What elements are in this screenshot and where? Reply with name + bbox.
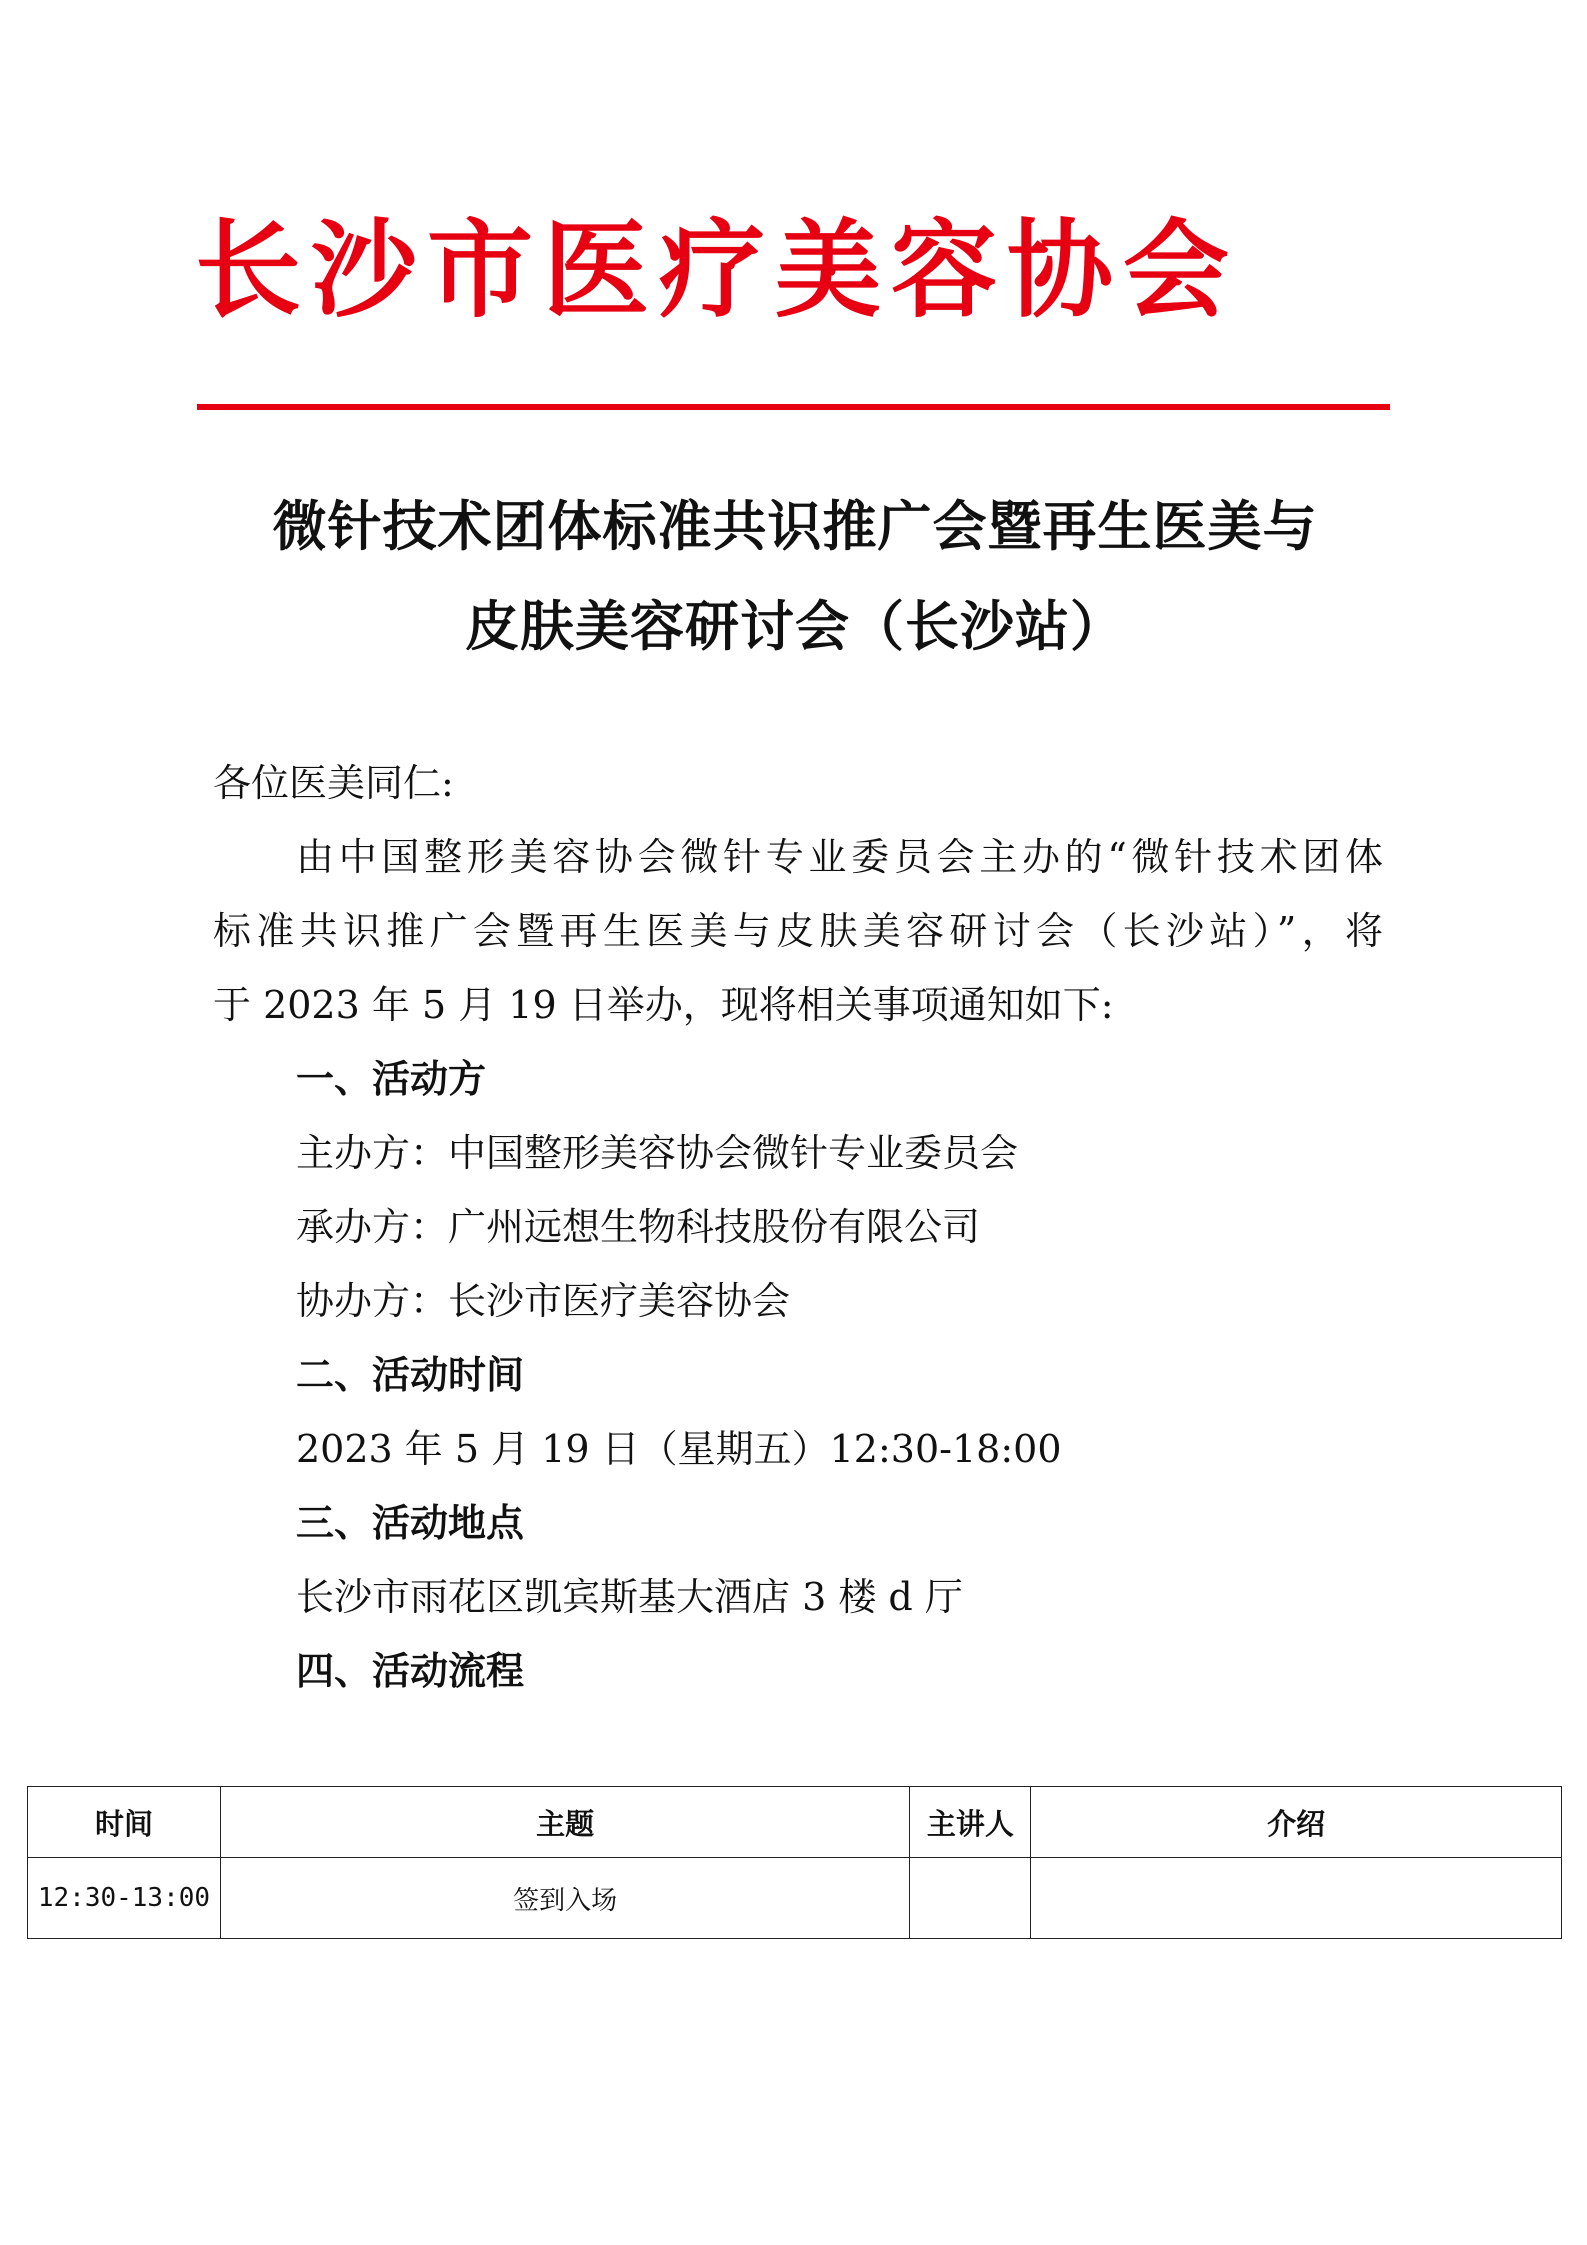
event-venue: 长沙市雨花区凯宾斯基大酒店 3 楼 d 厅	[296, 1575, 963, 1619]
table-header-row	[28, 1787, 1562, 1858]
event-time: 2023 年 5 月 19 日（星期五）12:30-18:00	[296, 1427, 1062, 1471]
column-header-speaker: 主讲人	[910, 1787, 1031, 1858]
co-organizer: 协办方：长沙市医疗美容协会	[296, 1279, 791, 1323]
column-header-time: 时间	[28, 1787, 221, 1858]
section-heading-venue: 三、活动地点	[296, 1501, 525, 1545]
row-topic: 签到入场	[220, 1858, 910, 1939]
schedule-table	[27, 1786, 1562, 1939]
host-organizer: 主办方：中国整形美容协会微针专业委员会	[296, 1131, 1019, 1175]
section-heading-time: 二、活动时间	[296, 1353, 525, 1397]
row-speaker	[910, 1858, 1031, 1939]
document-title-line-2: 皮肤美容研讨会（长沙站）	[465, 595, 1125, 658]
row-time: 12:30-13:00	[28, 1858, 221, 1939]
document-title-line-1: 微针技术团体标准共识推广会暨再生医美与	[272, 495, 1318, 558]
intro-paragraph-line-2: 标准共识推广会暨再生医美与皮肤美容研讨会（长沙站）”，将	[213, 909, 1383, 953]
header-divider	[197, 404, 1390, 410]
intro-paragraph-line-1: 由中国整形美容协会微针专业委员会主办的“微针技术团体	[296, 835, 1383, 879]
row-intro	[1031, 1858, 1562, 1939]
intro-paragraph-line-3: 于 2023 年 5 月 19 日举办，现将相关事项通知如下:	[213, 983, 1114, 1027]
table-row	[28, 1858, 1562, 1939]
section-heading-organizers: 一、活动方	[296, 1057, 487, 1101]
undertaker-organizer: 承办方：广州远想生物科技股份有限公司	[296, 1205, 981, 1249]
salutation: 各位医美同仁:	[213, 761, 454, 805]
column-header-intro: 介绍	[1031, 1787, 1562, 1858]
organization-header: 长沙市医疗美容协会	[195, 207, 1239, 332]
section-heading-process: 四、活动流程	[296, 1649, 525, 1693]
column-header-topic: 主题	[220, 1787, 910, 1858]
